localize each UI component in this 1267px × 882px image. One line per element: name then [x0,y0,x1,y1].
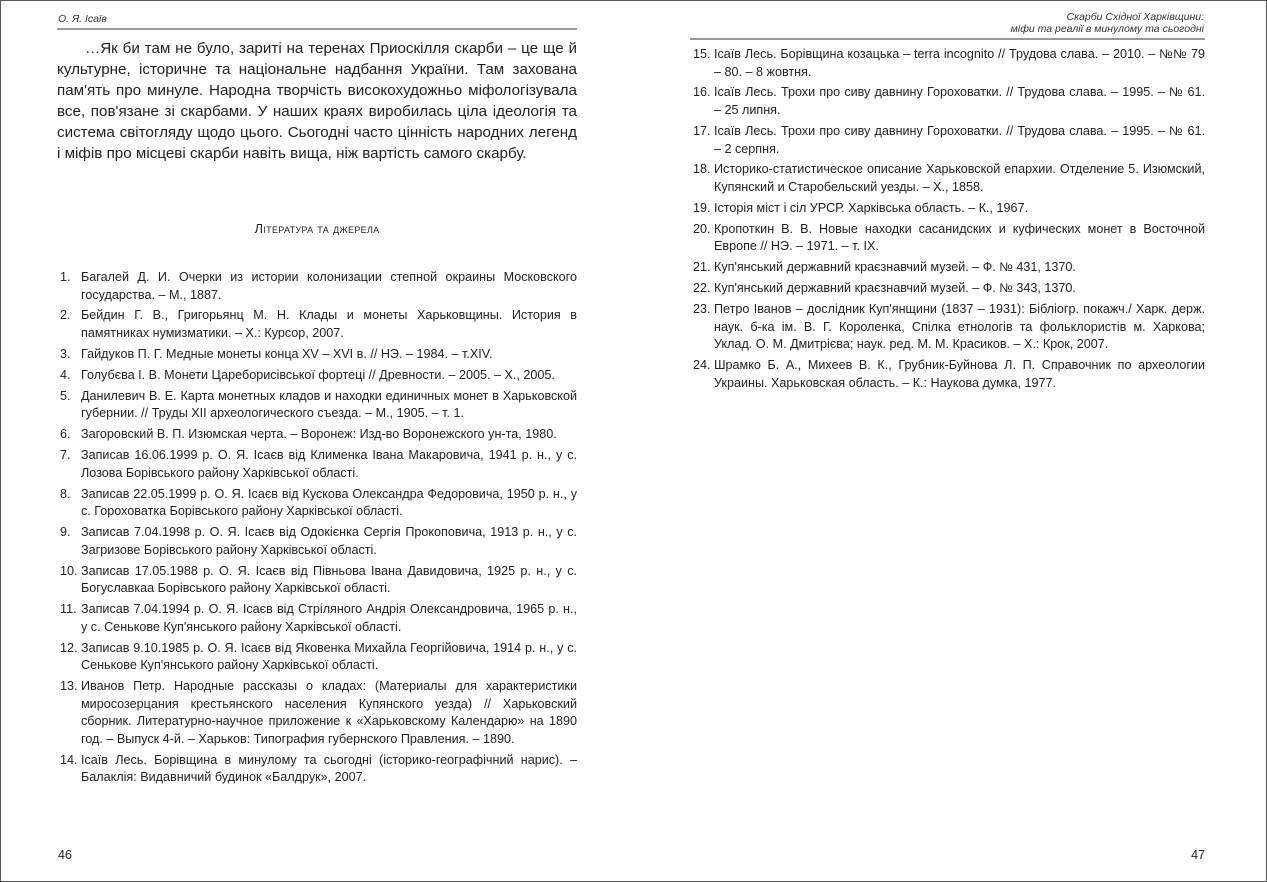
right-page [633,0,1267,882]
reference-item [57,388,577,423]
reference-text: Гайдуков П. Г. Медные монеты конца XV – XVI в. // НЭ. – 1984. – т.XIV. [81,346,493,361]
reference-item [690,357,1205,392]
reference-item [690,259,1205,277]
reference-text: Кропоткин В. В. Новые находки сасанидских и куфических монет в Восточной Европе // НЭ. – 1971. – т. IX. [714,221,1205,254]
reference-item [57,486,577,521]
reference-text: Записав 7.04.1998 р. О. Я. Ісаєв від Одокієнка Сергія Прокоповича, 1913 р. н., у с. Загризове Борівського району Харківської області. [81,525,577,557]
reference-item [57,426,577,444]
reference-text: Ісаїв Лесь. Трохи про сиву давнину Гороховатки. // Трудова слава. – 1995. – № 61. – 25 липня. [714,85,1205,118]
reference-text: Данилевич В. Е. Карта монетных кладов и находки единичных монет в Харьковской губернии. // Труды XII археологического съезда. – М., 1905. – т. 1. [81,388,577,421]
running-header-author: О. Я. Ісаїв [58,13,107,25]
page-number: 47 [1191,848,1205,862]
reference-number: 13. [60,679,78,694]
reference-number: 10. [60,563,78,578]
reference-item [690,46,1205,81]
reference-text: Записав 7.04.1994 р. О. Я. Ісаєв від Стріляного Андрія Олександровича, 1965 р. н., у с. Сенькове Куп'янського району Харківської області. [81,602,577,634]
reference-text: Ісаїв Лесь. Трохи про сиву давнину Гороховатки. // Трудова слава. – 1995. – № 61. – 2 серпня. [714,123,1205,156]
reference-number: 2. [60,308,71,323]
reference-number: 17. [693,123,711,138]
reference-number: 5. [60,388,71,403]
reference-item [57,524,577,559]
reference-number: 23. [693,302,711,317]
reference-item [690,84,1205,119]
left-page [0,0,633,882]
reference-item [57,752,577,787]
page-number: 46 [58,848,72,862]
reference-item [690,221,1205,256]
reference-text: Петро Іванов – дослідник Куп'янщини (1837 – 1931): Бібліогр. покажч./ Харк. держ. наук. б-ка ім. В. Г. Короленка, Спілка етнологів та фольклористів м. Харкова; Уклад. О. М. Дмитрієва; наук. ред. М. М. Красиков. – Х.: Крок, 2007. [714,302,1205,352]
header-line-1: Скарби Східної Харківщини: [1066,11,1204,23]
header-rule [57,28,577,30]
reference-number: 24. [693,358,711,373]
body-paragraph: …Як би там не було, зариті на теренах Приоскілля скарби – це ще й культурне, історичне та національне надбання України. Там захована пам'ять про минуле. Народна творчість високохудожньо міфологізувала все, пов'язане зі скарбами. У наших краях виробилась ціла ідеологія та система світогляду щодо цього. Сьогодні часто цінність народних легенд і міфів про місцеві скарби навіть вища, ніж вартість самого скарбу. [57,40,577,162]
reference-number: 6. [60,427,71,442]
header-line-2: міфи та реалії в минулому та сьогодні [1010,23,1204,35]
reference-number: 19. [693,200,711,215]
reference-list [690,46,1205,396]
reference-text: Голубєва І. В. Монети Цареборисівської фортеці // Древности. – 2005. – Х., 2005. [81,367,555,382]
header-rule [690,38,1205,40]
reference-text: Историко-статистическое описание Харьковской епархии. Отделение 5. Изюмский, Купянский и Старобельский уезды. – Х., 1858. [714,162,1205,195]
reference-text: Записав 17.05.1988 р. О. Я. Ісаєв від Півньова Івана Давидовича, 1925 р. н., у с. Богуславкаа Борівського району Харківської області. [81,563,577,596]
reference-text: Записав 16.06.1999 р. О. Я. Ісаєв від Клименка Івана Макаровича, 1941 р. н., у с. Лозова Борівського району Харківської області. [81,448,577,480]
reference-number: 9. [60,525,71,540]
reference-text: Ісаїв Лесь. Борівщина в минулому та сьогодні (історико-географічний нарис). – Балаклія: Видавничий будинок «Балдрук», 2007. [81,752,577,785]
reference-number: 18. [693,162,711,177]
reference-item [57,640,577,675]
reference-item [57,307,577,342]
reference-number: 14. [60,752,78,767]
reference-item [57,601,577,636]
reference-text: Записав 22.05.1999 р. О. Я. Ісаєв від Кускова Олександра Федоровича, 1950 р. н., у с. Гороховатка Борівського району Харківської області. [81,486,577,519]
reference-number: 1. [60,270,71,284]
running-header-title [1011,11,1204,35]
reference-item [690,200,1205,218]
reference-item [57,678,577,748]
reference-text: Бейдин Г. В., Григорьянц М. Н. Клады и монеты Харьковщины. История в памятниках нумизматики. – Х.: Курсор, 2007. [81,308,577,341]
reference-item [57,269,577,304]
reference-number: 3. [60,346,71,361]
reference-text: Ісаїв Лесь. Борівщина козацька – terra incognito // Трудова слава. – 2010. – №№ 79 – 80. – 8 жовтня. [714,47,1205,79]
section-title: Література та джерела [254,221,380,236]
reference-number: 4. [60,367,71,382]
reference-text: Багалей Д. И. Очерки из истории колонизации степной окраины Московского государства. – М., 1887. [81,270,577,302]
reference-text: Історія міст і сіл УРСР. Харківська область. – К., 1967. [714,200,1029,215]
reference-item [690,123,1205,158]
reference-number: 7. [60,448,71,463]
reference-text: Записав 9.10.1985 р. О. Я. Ісаєв від Яковенка Михайла Георгійовича, 1914 р. н., у с. Сенькове Куп'янського району Харківської області. [81,640,577,673]
reference-text: Иванов Петр. Народные рассказы о кладах: (Материалы для характеристики миросозерцания крестьянского населения Купянского уезда) // Харьковский сборник. Литературно-научное приложение к «Харьковскому Календарю» на 1890 год. – Выпуск 4-й. – Харьков: Типография губернского Правления. – 1890. [81,679,577,746]
reference-number: 12. [60,640,78,655]
reference-text: Куп'янський державний краєзнавчий музей. – Ф. № 343, 1370. [714,281,1076,296]
reference-item [57,447,577,482]
reference-item [690,161,1205,196]
reference-list [57,269,577,790]
reference-text: Загоровский В. П. Изюмская черта. – Воронеж: Изд-во Воронежского ун-та, 1980. [81,427,557,442]
reference-item [690,280,1205,298]
reference-text: Куп'янський державний краєзнавчий музей. – Ф. № 431, 1370. [714,260,1076,275]
reference-number: 8. [60,486,71,501]
reference-number: 20. [693,221,711,236]
reference-number: 11. [60,602,77,617]
reference-number: 16. [693,85,711,100]
reference-item [57,346,577,364]
reference-item [57,563,577,598]
reference-number: 21. [693,260,711,275]
reference-number: 15. [693,47,711,61]
reference-text: Шрамко Б. А., Михеев В. К., Грубник-Буйнова Л. П. Справочник по археологии Украины. Харьковская область. – К.: Наукова думка, 1977. [714,358,1205,390]
reference-item [57,367,577,385]
reference-number: 22. [693,281,711,296]
reference-item [690,301,1205,354]
